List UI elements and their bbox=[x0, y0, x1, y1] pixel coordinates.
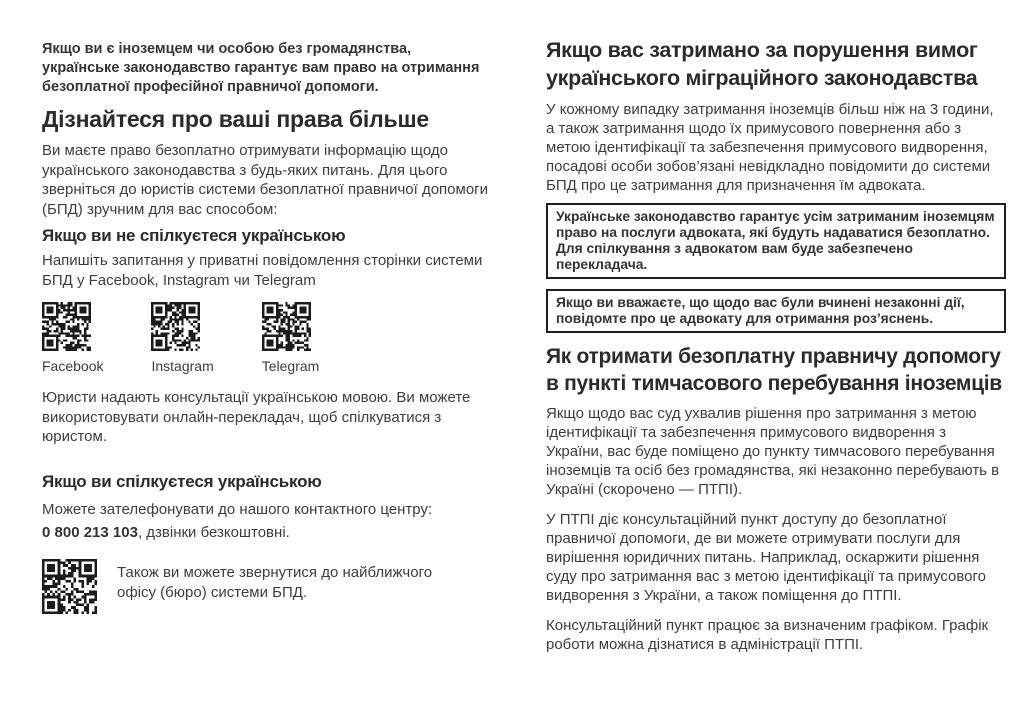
phone-suffix: , дзвінки безкоштовні. bbox=[137, 523, 290, 541]
section-title-ptpi: Як отримати безоплатну правничу допомогу в пункті тимчасового перебування іноземців bbox=[546, 345, 1002, 395]
qr-code-telegram-icon bbox=[262, 302, 311, 351]
section-title-detained: Якщо вас затримано за порушення вимог українського міграційного законодавства bbox=[546, 38, 978, 90]
qr-item-instagram bbox=[151, 302, 213, 375]
callout-illegal-actions-text: Якщо ви вважаєте, що щодо вас були вчинені незаконні дії, повідомте про це адвокату для отримання роз’яснень. bbox=[556, 295, 965, 326]
qr-item-facebook bbox=[42, 302, 103, 375]
qr-item-telegram bbox=[262, 302, 320, 375]
qr-label-facebook: Facebook bbox=[42, 358, 104, 374]
intro-statement: Якщо ви є іноземцем чи особою без громадянства, українське законодавство гарантує вам право на отримання безоплатної професійної правничої допомоги. bbox=[42, 41, 480, 95]
section-title-know-your-rights: Дізнайтеся про ваші права більше bbox=[42, 106, 430, 132]
callout-free-lawyer-text: Українське законодавство гарантує усім затриманим іноземцям право на послуги адвоката, які будуть надаватися безоплатно. Для спілкування з адвокатом вам буде забезпечено перекладача. bbox=[556, 209, 995, 272]
qr-label-instagram: Instagram bbox=[151, 358, 214, 374]
para-free-info: Ви маєте право безоплатно отримувати інформацію щодо українського законодавства з будь-яких питань. Для цього зверніться до юристів системи безоплатної правничої допомоги (БПД) зручним для вас способом: bbox=[42, 142, 489, 218]
phone-number: 0 800 213 103 bbox=[42, 523, 138, 541]
para-court-decision: Якщо щодо вас суд ухвалив рішення про затримання з метою ідентифікації та забезпечення примусового видворення з України, вас буде поміщено до пункту тимчасового перебування іноземців та осіб без громадянства, які незаконно перебувають в Україні (скорочено — ПТПІ). bbox=[546, 405, 1000, 498]
left-column bbox=[42, 0, 488, 614]
qr-code-facebook-icon bbox=[42, 302, 91, 351]
qr-label-telegram: Telegram bbox=[261, 358, 320, 374]
para-write-messages: Напишіть запитання у приватні повідомлення сторінки системи БПД у Facebook, Instagram чи Telegram bbox=[42, 252, 483, 289]
para-call-center: Можете зателефонувати до нашого контактного центру: bbox=[42, 500, 433, 518]
qr-code-office-icon bbox=[42, 559, 97, 614]
qr-row bbox=[42, 302, 488, 375]
para-detention-duty: У кожному випадку затримання іноземців більш ніж на 3 години, а також затримання щодо їх примусового повернення або з метою ідентифікації та забезпечення примусового видворення, посадові особи зобов’язані невідкладно повідомити до системи БПД про це затримання для призначення їм адвоката. bbox=[546, 101, 994, 194]
right-column bbox=[546, 0, 1006, 654]
subheading-not-ukrainian: Якщо ви не спілкуєтеся українською bbox=[42, 226, 346, 245]
para-consultation-point: У ПТПІ діє консультаційний пункт доступу до безоплатної правничої допомоги, де ви можете отримувати послуги для вирішення юридичних питань. Наприклад, оскаржити рішення суду про затримання вас з метою ідентифікації та примусового видворення з України, а також поміщення до ПТПІ. bbox=[546, 511, 986, 604]
office-qr-block bbox=[42, 559, 488, 614]
qr-code-instagram-icon bbox=[151, 302, 200, 351]
callout-illegal-actions bbox=[546, 289, 1006, 333]
callout-free-lawyer bbox=[546, 203, 1006, 279]
para-lawyers-consult: Юристи надають консультації українською мовою. Ви можете використовувати онлайн-перекладач, щоб спілкуватися з юристом. bbox=[42, 389, 471, 445]
para-schedule: Консультаційний пункт працює за визначеним графіком. Графік роботи можна дізнатися в адміністрації ПТПІ. bbox=[546, 617, 989, 653]
phone-line bbox=[42, 522, 488, 543]
office-note: Також ви можете звернутися до найближчого офісу (бюро) системи БПД. bbox=[117, 563, 433, 601]
subheading-ukrainian: Якщо ви спілкуєтеся українською bbox=[42, 471, 322, 491]
